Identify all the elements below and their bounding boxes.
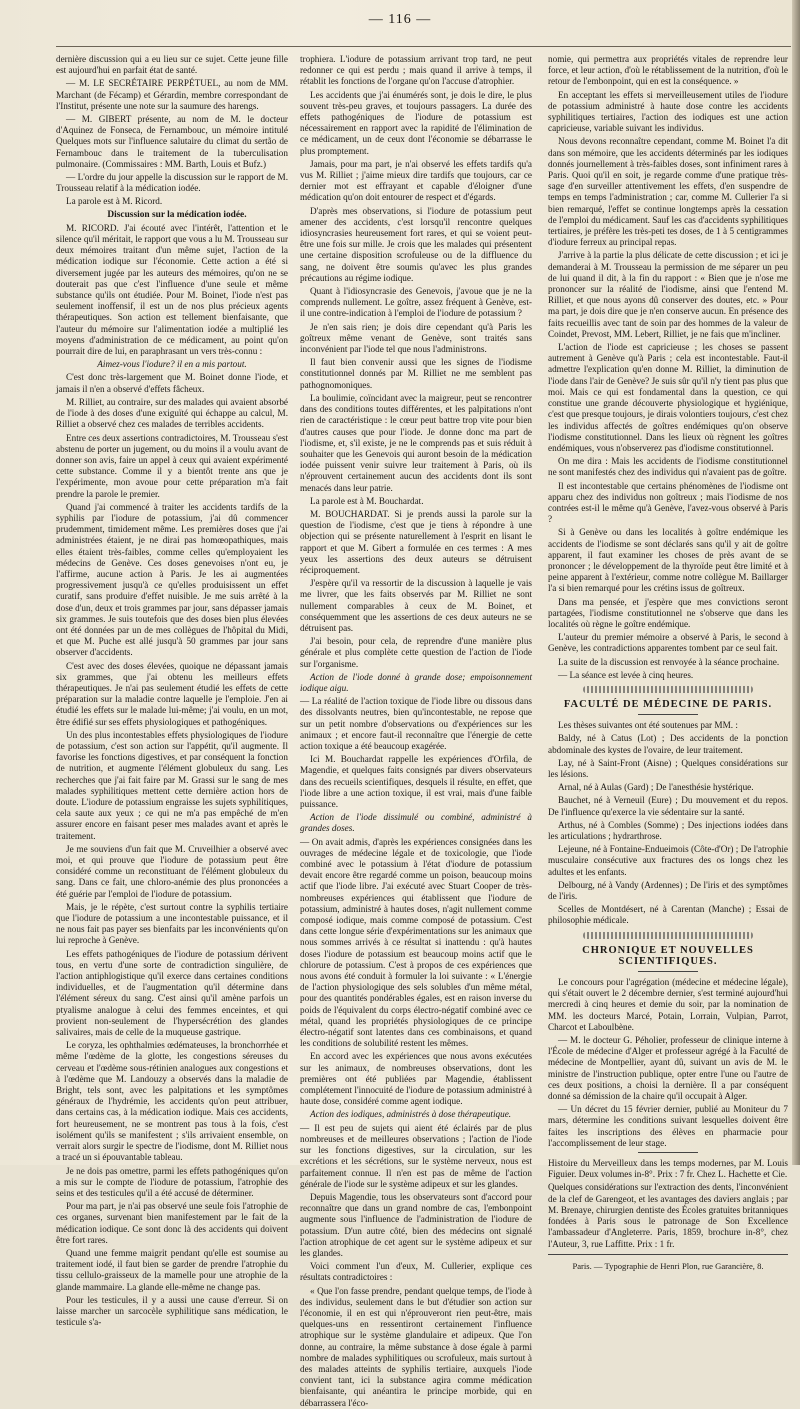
page-edge-shadow	[792, 0, 800, 1165]
paragraph: M. Rilliet, au contraire, sur des malades qui avaient absorbé de l'iode à des doses d'une exiguïté qui échappe au calcul, M. Rilliet a observé chez ces malades de terribles accidents.	[56, 396, 288, 430]
paragraph: C'est avec des doses élevées, quoique ne dépassant jamais six grammes, que j'ai obtenu les meilleurs effets thérapeutiques. Je n'ai pas seulement étudié les effets de cette préparation sur la maladie contre laquelle je l'emploie. J'en ai étudié les effets sur le malade lui-même; j'ai voulu, en un mot, être édifié sur ses effets physiologiques et pathogéniques.	[56, 660, 288, 727]
subheading: Action de l'iode donné à grande dose; empoisonnement iodique aigu.	[300, 671, 532, 693]
paragraph: — On avait admis, d'après les expériences consignées dans les ouvrages de médecine légale et de toxicologie, que l'iode combiné avec le potassium à l'état d'iodure de potassium devait encore être regardé comme un poison, beaucoup moins actif que l'iode libre. J'ai exécuté avec Stuart Cooper de très-nombreuses expériences qui établissent que l'iodure de potassium, administré à hautes doses, n'agit nullement comme composé iodique, mais comme composé de potassium. C'est dans cette longue série d'expérimentations sur les animaux que nous sommes arrivés à ce résultat si inattendu : qu'à hautes doses l'iodure de potassium est beaucoup moins actif que le chlorure de potassium. C'est à propos de ces expériences que nous avons été conduit à formuler la loi suivante : « L'énergie de l'action physiologique des sels solubles d'un même métal, pour des quantités pondérables égales, est en raison inverse du poids de l'équivalent du corps électro-négatif combiné avec ce métal, quand les propriétés physiologiques de ce principe électro-négatif sont latentes dans ces combinaisons, et quand les conditions de solubilité restent les mêmes.	[300, 836, 532, 1049]
paragraph: Il faut bien convenir aussi que les signes de l'iodisme constitutionnel donnés par M. Rilliet ne me semblent pas pathognomoniques.	[300, 357, 532, 390]
paragraph: La boulimie, coïncidant avec la maigreur, peut se rencontrer dans des conditions toutes différentes, et les palpitations n'ont rien de caractéristique : le cœur peut battre trop vite pour bien d'autres causes que pour l'iode. Je donne donc ma part de l'iodisme, et, s'il existe, je ne le comprends pas et suis réduit à souhaiter que les Genevois qui auront besoin de la médication iodée puissent venir suivre leur traitement à Paris, où ils n'éprouvent certainement aucun des accidents dont ils sont menacés dans leur patrie.	[300, 392, 532, 493]
column-2	[300, 54, 532, 1408]
section-heading: Discussion sur la médication iodée.	[107, 209, 247, 220]
thesis-item: Arthus, né à Combles (Somme) ; Des injections iodées dans les articulations ; hydrarthrose.	[548, 819, 788, 841]
paragraph: On me dira : Mais les accidents de l'iodisme constitutionnel ne sont manifestés chez des individus qui n'avaient pas de goître.	[548, 456, 788, 478]
paragraph: Le concours pour l'agrégation (médecine et médecine légale), qui s'était ouvert le 2 décembre dernier, s'est terminé aujourd'hui mercredi à cinq heures et demie du soir, par la nomination de MM. les docteurs Marcé, Potain, Lorrain, Vulpian, Parrot, Charcot et Laboulbène.	[548, 977, 788, 1032]
paragraph: Je me souviens d'un fait que M. Cruveilhier a observé avec moi, et qui prouve que l'iodure de potassium peut être considéré comme un reconstituant de l'élément globuleux du sang. Dans ce fait, une chloro-anémie des plus prononcées a été guérie par l'emploi de l'iodure de potassium.	[56, 843, 288, 899]
paragraph: nomie, qui permettra aux propriétés vitales de reprendre leur force, et leur action, d'où le rétablissement de la nutrition, d'où le retour de l'embonpoint, qui en est la conséquence. »	[548, 54, 788, 87]
thesis-item: Delbourg, né à Vandy (Ardennes) ; De l'iris et des symptômes de l'iris.	[548, 879, 788, 902]
paragraph: J'ai besoin, pour cela, de reprendre d'une manière plus générale et plus complète cette question de l'action de l'iode sur l'organisme.	[300, 636, 532, 669]
paragraph: Quand j'ai commencé à traiter les accidents tardifs de la syphilis par l'iodure de potassium, j'ai dû commencer prudemment, timidement même. Les premières doses que j'ai administrées étaient, je ne dirai pas homœopathiques, mais elles étaient très-faibles, comme celles qu'employaient les médecins de Genève. Ces doses genevoises n'ont eu, je l'affirme, aucune action à Paris. Je les ai augmentées progressivement jusqu'à ce qu'elles produisissent un effet curatif, sans produire d'effet nuisible. Je me suis arrêté à la dose d'un, deux et trois grammes par jour, sans dépasser jamais six grammes. Je suis toutefois que des doses bien plus élevées ont été données par un de mes collègues de l'hôpital du Midi, et que M. Puche est allé jusqu'à 50 grammes par jour sans observer d'accidents.	[56, 501, 288, 658]
thesis-item: Lay, né à Saint-Front (Aisne) ; Quelques considérations sur les lésions.	[548, 757, 788, 779]
footer-rule	[548, 1254, 788, 1255]
paragraph: — M. LE SECRÉTAIRE PERPÉTUEL, au nom de MM. Marchant (de Fécamp) et Gérardin, membre correspondant de l'Institut, présente une note sur la saumure des harengs.	[56, 78, 288, 111]
paragraph: « Que l'on fasse prendre, pendant quelque temps, de l'iode à des individus, seulement dans le but d'étudier son action sur l'économie, il en est qui n'éprouveront rien peut-être, mais quelques-uns en ressentiront certainement l'influence atrophique sur le système glandulaire et adipeux. Que l'on donne, au contraire, la même substance à dose égale à parmi nombre de malades syphilitiques ou scrofuleux, mais surtout à des malades atteints de syphilis tertiaire, auxquels l'iode convient tant, ici la substance agira comme médication bienfaisante, qui anéantira le principe morbide, qui en débarrassera l'éco-	[300, 1285, 532, 1408]
paragraph: Je n'en sais rien; je dois dire cependant qu'à Paris les goîtreux même venant de Genève, sont traités sans inconvénient par l'iode tel que nous l'administrons.	[300, 321, 532, 355]
paragraph: J'arrive à la partie la plus délicate de cette discussion ; et ici je demanderai à M. Trousseau la permission de me séparer un peu de lui quand il dit, à la fin du rapport : « Bien que je n'ose me prononcer sur la réalité de l'iodisme, ainsi que l'entend M. Rilliet, et que nous ayons dû conserver des doutes, etc. » Pour ma part, je dois dire que je n'en conserve aucun. En présence des faits recueillis avec tant de soin par des hommes de la valeur de Coindet, Prevost, MM. Lebert, Rilliet, je ne fais que m'incliner.	[548, 250, 788, 339]
ornamental-divider	[583, 932, 753, 939]
paragraph: Depuis Magendie, tous les observateurs sont d'accord pour reconnaître que dans un grand nombre de cas, l'embonpoint augmente sous l'influence de l'administration de l'iodure de potassium. D'un autre côté, bien des médecins ont signalé l'action atrophique de cet agent sur le système adipeux et sur les glandes.	[300, 1191, 532, 1258]
ornamental-divider	[583, 686, 753, 693]
paragraph: J'espère qu'il va ressortir de la discussion à laquelle je vais me livrer, que les faits observés par M. Rilliet ne sont nullement comparables à ceux de M. Boinet, et conséquemment que les assertions de ces deux auteurs ne se détruisent pas.	[300, 578, 532, 633]
paragraph: En accord avec les expériences que nous avons exécutées sur les animaux, de nombreuses observations, dont les premières ont été publiées par Magendie, établissent complétement l'innocuité de l'iodure de potassium administré à haute dose, considéré comme agent iodique.	[300, 1051, 532, 1107]
paragraph: — La réalité de l'action toxique de l'iode libre ou dissous dans des dissolvants neutres, bien qu'incontestable, ne repose que sur un petit nombre d'observations ou d'expériences sur les animaux ; et encore faut-il reconnaître que l'énergie de cette action toxique a été beaucoup exagérée.	[300, 696, 532, 751]
short-rule	[638, 1152, 698, 1153]
paragraph: Le coryza, les ophthalmies œdémateuses, la bronchorrhée et même l'œdème de la glotte, les congestions séreuses du cerveau et l'œdème sous-rétinien analogues aux congestions et à l'œdème que M. Landouzy a observés dans la maladie de Bright, tels sont, avec les palpitations et les symptômes généraux de l'hydrémie, les accidents qu'on peut attribuer, dans certains cas, à la médication iodique. Mais ces accidents, fort heureusement, ne se montrent pas tous à la fois, c'est isolément qu'ils se manifestent ; s'ils arrivaient ensemble, on verrait alors surgir le spectre de l'iodisme, dont M. Rilliet nous a tracé un si épouvantable tableau.	[56, 1040, 288, 1163]
subheading: Action des iodiques, administrés à dose thérapeutique.	[310, 1109, 512, 1120]
paragraph: Ici M. Bouchardat rappelle les expériences d'Orfila, de Magendie, et quelques faits consignés par divers observateurs dans des recueils scientifiques, desquels il résulte, en effet, que l'iode libre a une action toxique, il est vrai, mais d'une faible puissance.	[300, 754, 532, 809]
paragraph: Entre ces deux assertions contradictoires, M. Trousseau s'est abstenu de porter un jugement, ou du moins il a voulu avant de donner son avis, faire un appel à ceux qui avaient expérimenté cette substance. Comme il y a bientôt trente ans que je l'expérimente, mon avoue pour cette préparation m'a fait prendre la parole le premier.	[56, 432, 288, 499]
subheading: Action de l'iode dissimulé ou combiné, administré à grandes doses.	[300, 812, 532, 834]
thesis-item: Scelles de Montdésert, né à Carentan (Manche) ; Essai de philosophie médicale.	[548, 904, 788, 926]
paragraph: Voici comment l'un d'eux, M. Cullerier, explique ces résultats contradictoires :	[300, 1261, 532, 1283]
paragraph: — M. GIBERT présente, au nom de M. le docteur d'Aquinez de Fonseca, de Fernambouc, un mémoire intitulé Quelques mots sur l'influence salutaire du climat du sertão de Fernambouc dans le traitement de la tuberculisation pulmonaire. (Commissaires : MM. Barth, Louis et Bufz.)	[56, 114, 288, 169]
book-announcement: Quelques considérations sur l'extraction des dents, l'inconvénient de la clef de Garengeot, et les avantages des daviers anglais ; par M. Brenaye, chirurgien dentiste des Écoles gratuites britanniques fondées à Paris sous le patronage de Son Excellence l'ambassadeur d'Angleterre. Paris, 1859, brochure in-8°, chez l'Auteur, 3, rue Laffitte. Prix : 1 fr.	[548, 1182, 788, 1249]
paragraph: Si à Genève ou dans les localités à goître endémique les accidents de l'iodisme se sont déclarés sans qu'il y ait de goître apparent, il faut examiner les choses de près avant de se prononcer ; le développement de la thyroïde peut être limité et à peine apparent à l'extérieur, comme notre collègue M. Baillarger l'a si bien remarqué pour les crétins issus de goîtreux.	[548, 527, 788, 594]
short-rule	[638, 971, 698, 972]
thesis-item: Lejeune, né à Fontaine-Endueimois (Côte-d'Or) ; De l'atrophie musculaire consécutive aux fractures des os longs chez les adultes et les enfants.	[548, 844, 788, 877]
faculty-heading: FACULTÉ DE MÉDECINE DE PARIS.	[563, 698, 773, 710]
paragraph: Les effets pathogéniques de l'iodure de potassium dérivent tous, en vertu d'une sorte de contradiction singulière, de l'action antiphlogistique qu'il exerce dans certaines conditions individuelles, et de l'augmentation qu'il détermine dans l'élément séreux du sang. C'est ainsi qu'il amène parfois un ptyalisme analogue à celui des femmes enceintes, et qui provient non-seulement de l'hypersécrétion des glandes salivaires, mais de celle de la muqueuse gastrique.	[56, 948, 288, 1038]
paragraph: Mais, je le répète, c'est surtout contre la syphilis tertiaire que l'iodure de potassium a une incontestable puissance, et il ne nous fait pas payer ses bienfaits par les inconvénients qu'on lui reproche à Genève.	[56, 901, 288, 946]
paragraph: M. RICORD. J'ai écouté avec l'intérêt, l'attention et le silence qu'il méritait, le rapport que vous a lu M. Trousseau sur deux mémoires traitant d'un même sujet, l'action de la médication iodique sur l'économie. Cette action a été si diversement jugée par les auteurs des mémoires, qu'on ne se douterait pas que c'est l'influence d'une seule et même substance qu'ils ont étudiée. Pour M. Boinet, l'iode n'est pas seulement inoffensif, il est un de nos plus précieux agents thérapeutiques. Son action est tellement bienfaisante, que l'auteur du mémoire sur l'alimentation iodée a multiplié les moyens d'administration de ce médicament, au point qu'on pourrait dire de lui, en paraphrasant un vers très-connu :	[56, 222, 288, 357]
paragraph: Nous devons reconnaître cependant, comme M. Boinet l'a dit dans son mémoire, que les accidents déterminés par les iodiques donnés journellement à très-faibles doses, sont infiniment rares à Paris. Quoi qu'il en soit, je regarde comme d'une pratique très-sage d'en surveiller attentivement les effets, d'en suspendre de temps en temps l'administration ; car, comme M. Cullerier l'a si bien remarqué, l'effet se continue longtemps après la cessation de l'emploi du médicament. Sauf les cas d'accidents syphilitiques tertiaires, je préfère les très-peti tes doses, de 1 à 5 centigrammes d'iodure ferreux au principal repas.	[548, 136, 788, 248]
quote: Aimez-vous l'iodure? il en a mis partout.	[97, 359, 247, 370]
paragraph: L'action de l'iode est capricieuse ; les choses se passent autrement à Genève qu'à Paris ; cela est incontestable. Faut-il admettre l'explication qu'en donne M. Rilliet, la diminution de l'iode dans l'air de Genève? Je suis sûr qu'il n'y tient pas plus que moi. Mais ce qui est fondamental dans la question, ce qui constitue une grande découverte physiologique et hygiénique, c'est que presque toujours, je dirais volontiers toujours, c'est chez les individus affectés de goîtres endémiques qu'on observe l'iodisme constitutionnel. Dans les lieux où règnent les goîtres endémiques, vous n'observerez pas d'iodisme constitutionnel.	[548, 342, 788, 453]
paragraph: Les thèses suivantes ont été soutenues par MM. :	[558, 720, 738, 731]
paragraph: — La séance est levée à cinq heures.	[558, 669, 694, 680]
paragraph: L'auteur du premier mémoire a observé à Paris, le second à Genève, les contradictions apparentes tombent par ce seul fait.	[548, 632, 788, 654]
paragraph: trophiera. L'iodure de potassium arrivant trop tard, ne peut redonner ce qui est perdu ; mais quand il arrive à temps, il rétablit les fonctions de l'organe qu'on l'accuse d'atrophier.	[300, 54, 532, 87]
column-1	[56, 54, 288, 1328]
header-rule	[56, 46, 791, 47]
paragraph: La parole est à M. Ricord.	[66, 196, 163, 207]
paragraph: Dans ma pensée, et j'espère que mes convictions seront partagées, l'iodisme constitutionnel ne s'observe que dans les localités où règne le goître endémique.	[548, 596, 788, 629]
paragraph: — M. le docteur G. Péholier, professeur de clinique interne à l'École de médecine d'Alger et professeur agrégé à la Faculté de médecine de Montpellier, ayant dû, suivant un avis de M. le ministre de l'instruction publique, opter entre l'une ou l'autre de ces deux positions, a choisi la dernière. Il a par conséquent donné sa démission de la chaire qu'il occupait à Alger.	[548, 1035, 788, 1102]
paragraph: Pour ma part, je n'ai pas observé une seule fois l'atrophie de ces organes, survenant bien manifestement par le fait de la médication iodique. Ce sont donc là des accidents qui doivent être fort rares.	[56, 1201, 288, 1245]
printer-imprint: Paris. — Typographie de Henri Plon, rue Garancière, 8.	[572, 1260, 764, 1271]
paragraph: Un des plus incontestables effets physiologiques de l'iodure de potassium, c'est son action sur l'appétit, qu'il augmente. Il favorise les fonctions digestives, et par conséquent la fonction de nutrition, et augmente l'élément globuleux du sang. Les recherches que j'ai fait faire par M. Grassi sur le sang de mes malades syphilitiques mettent cette dernière action hors de doute. L'iodure de potassium engraisse les sujets syphilitiques, cela saute aux yeux ; ce qui ne m'a pas empêché de m'en assurer encore en faisant peser mes malades avant et après le traitement.	[56, 729, 288, 841]
paragraph: — Un décret du 15 février dernier, publié au Moniteur du 7 mars, détermine les conditions suivant lesquelles doivent être faites les inscriptions des élèves en pharmacie pour l'accomplissement de leur stage.	[548, 1104, 788, 1148]
thesis-item: Baldy, né à Catus (Lot) ; Des accidents de la ponction abdominale des kystes de l'ovaire, de leur traitement.	[548, 733, 788, 755]
paragraph: Pour les testicules, il y a aussi une cause d'erreur. Si on laisse marcher un sarcocèle syphilitique sans médication, le testicule s'a-	[56, 1294, 288, 1328]
paragraph: Quand une femme maigrit pendant qu'elle est soumise au traitement iodé, il faut bien se garder de prendre l'atrophie du tissu cellulo-graisseux de la mamelle pour une atrophie de la glande mammaire. La glande elle-même ne change pas.	[56, 1247, 288, 1292]
paragraph: D'après mes observations, si l'iodure de potassium peut amener des accidents, c'est lorsqu'il rencontre quelques idiosyncrasies heureusement fort rares, et qui se voient peut-être une fois sur mille. Je crois que les malades qui présentent une certaine disposition scrofuleuse ou de la diffluence du sang, ne doivent être soumis qu'avec les plus grandes précautions au régime iodique.	[300, 205, 532, 283]
thesis-item: Arnal, né à Aulas (Gard) ; De l'anesthésie hystérique.	[558, 782, 754, 793]
paragraph: Il est incontestable que certains phénomènes de l'iodisme ont apparu chez des individus non goîtreux ; mais l'iodisme de nos contrées est-il le même qu'à Genève, l'avez-vous observé à Paris ?	[548, 480, 788, 525]
book-announcement: Histoire du Merveilleux dans les temps modernes, par M. Louis Figuier. Deux volumes in-8°. Prix : 7 fr. Chez L. Hachette et Cie.	[548, 1158, 788, 1180]
short-rule	[638, 714, 698, 715]
paragraph: En acceptant les effets si merveilleusement utiles de l'iodure de potassium administré à haute dose contre les accidents syphilitiques tertiaires, l'action des iodiques est une action capricieuse, variable suivant les individus.	[548, 89, 788, 134]
thesis-item: Bauchet, né à Verneuil (Eure) ; Du mouvement et du repos. De l'influence qu'exerce la vie sédentaire sur la santé.	[548, 795, 788, 817]
paragraph: La parole est à M. Bouchardat.	[310, 495, 424, 506]
paragraph: dernière discussion qui a eu lieu sur ce sujet. Cette jeune fille est aujourd'hui en parfait état de santé.	[56, 54, 288, 76]
page-number: — 116 —	[368, 12, 432, 27]
paragraph: Les accidents que j'ai énumérés sont, je dois le dire, le plus souvent très-peu graves, et toujours passagers. La durée des effets pathogéniques de l'iodure de potassium est nécessairement en rapport avec la rapidité de l'élimination de ce médicament, un de ceux dont l'économie se débarrasse le plus promptement.	[300, 89, 532, 156]
paragraph: C'est donc très-largement que M. Boinet donne l'iode, et jamais il n'en a observé d'effets fâcheux.	[56, 372, 288, 394]
paragraph: La suite de la discussion est renvoyée à la séance prochaine.	[558, 656, 780, 667]
paragraph: Je ne dois pas omettre, parmi les effets pathogéniques qu'on a mis sur le compte de l'iodure de potassium, l'atrophie des seins et des testicules qu'il a été accusé de déterminer.	[56, 1165, 288, 1198]
paragraph: M. BOUCHARDAT. Si je prends aussi la parole sur la question de l'iodisme, c'est que je tiens à répondre à une objection qui se présente naturellement à l'esprit en lisant le rapport et que M. Gibert a formulée en ces termes : A mes yeux les assertions des deux auteurs se détruisent réciproquement.	[300, 508, 532, 575]
paragraph: Jamais, pour ma part, je n'ai observé les effets tardifs qu'a vus M. Rilliet ; j'aime mieux dire tardifs que toujours, car ce dernier mot est effrayant et capable d'éloigner d'une médication qu'on doit entourer de respect et d'égards.	[300, 158, 532, 203]
column-3	[548, 54, 788, 1271]
paragraph: Quant à l'idiosyncrasie des Genevois, j'avoue que je ne la comprends nullement. Le goître, assez fréquent à Genève, est-il une contre-indication à l'emploi de l'iodure de potassium ?	[300, 286, 532, 319]
chronicle-heading: CHRONIQUE ET NOUVELLES SCIENTIFIQUES.	[582, 944, 754, 967]
paragraph: — Il est peu de sujets qui aient été éclairés par de plus nombreuses et de meilleures observations ; l'action de l'iode sur les fonctions digestives, sur la circulation, sur les excrétions et les sécrétions, sur le système nerveux, nous est parfaitement connue. Il n'en est pas de même de l'action générale de l'iode sur le système adipeux et sur les glandes.	[300, 1122, 532, 1189]
paragraph: — L'ordre du jour appelle la discussion sur le rapport de M. Trousseau relatif à la médication iodée.	[56, 172, 288, 194]
